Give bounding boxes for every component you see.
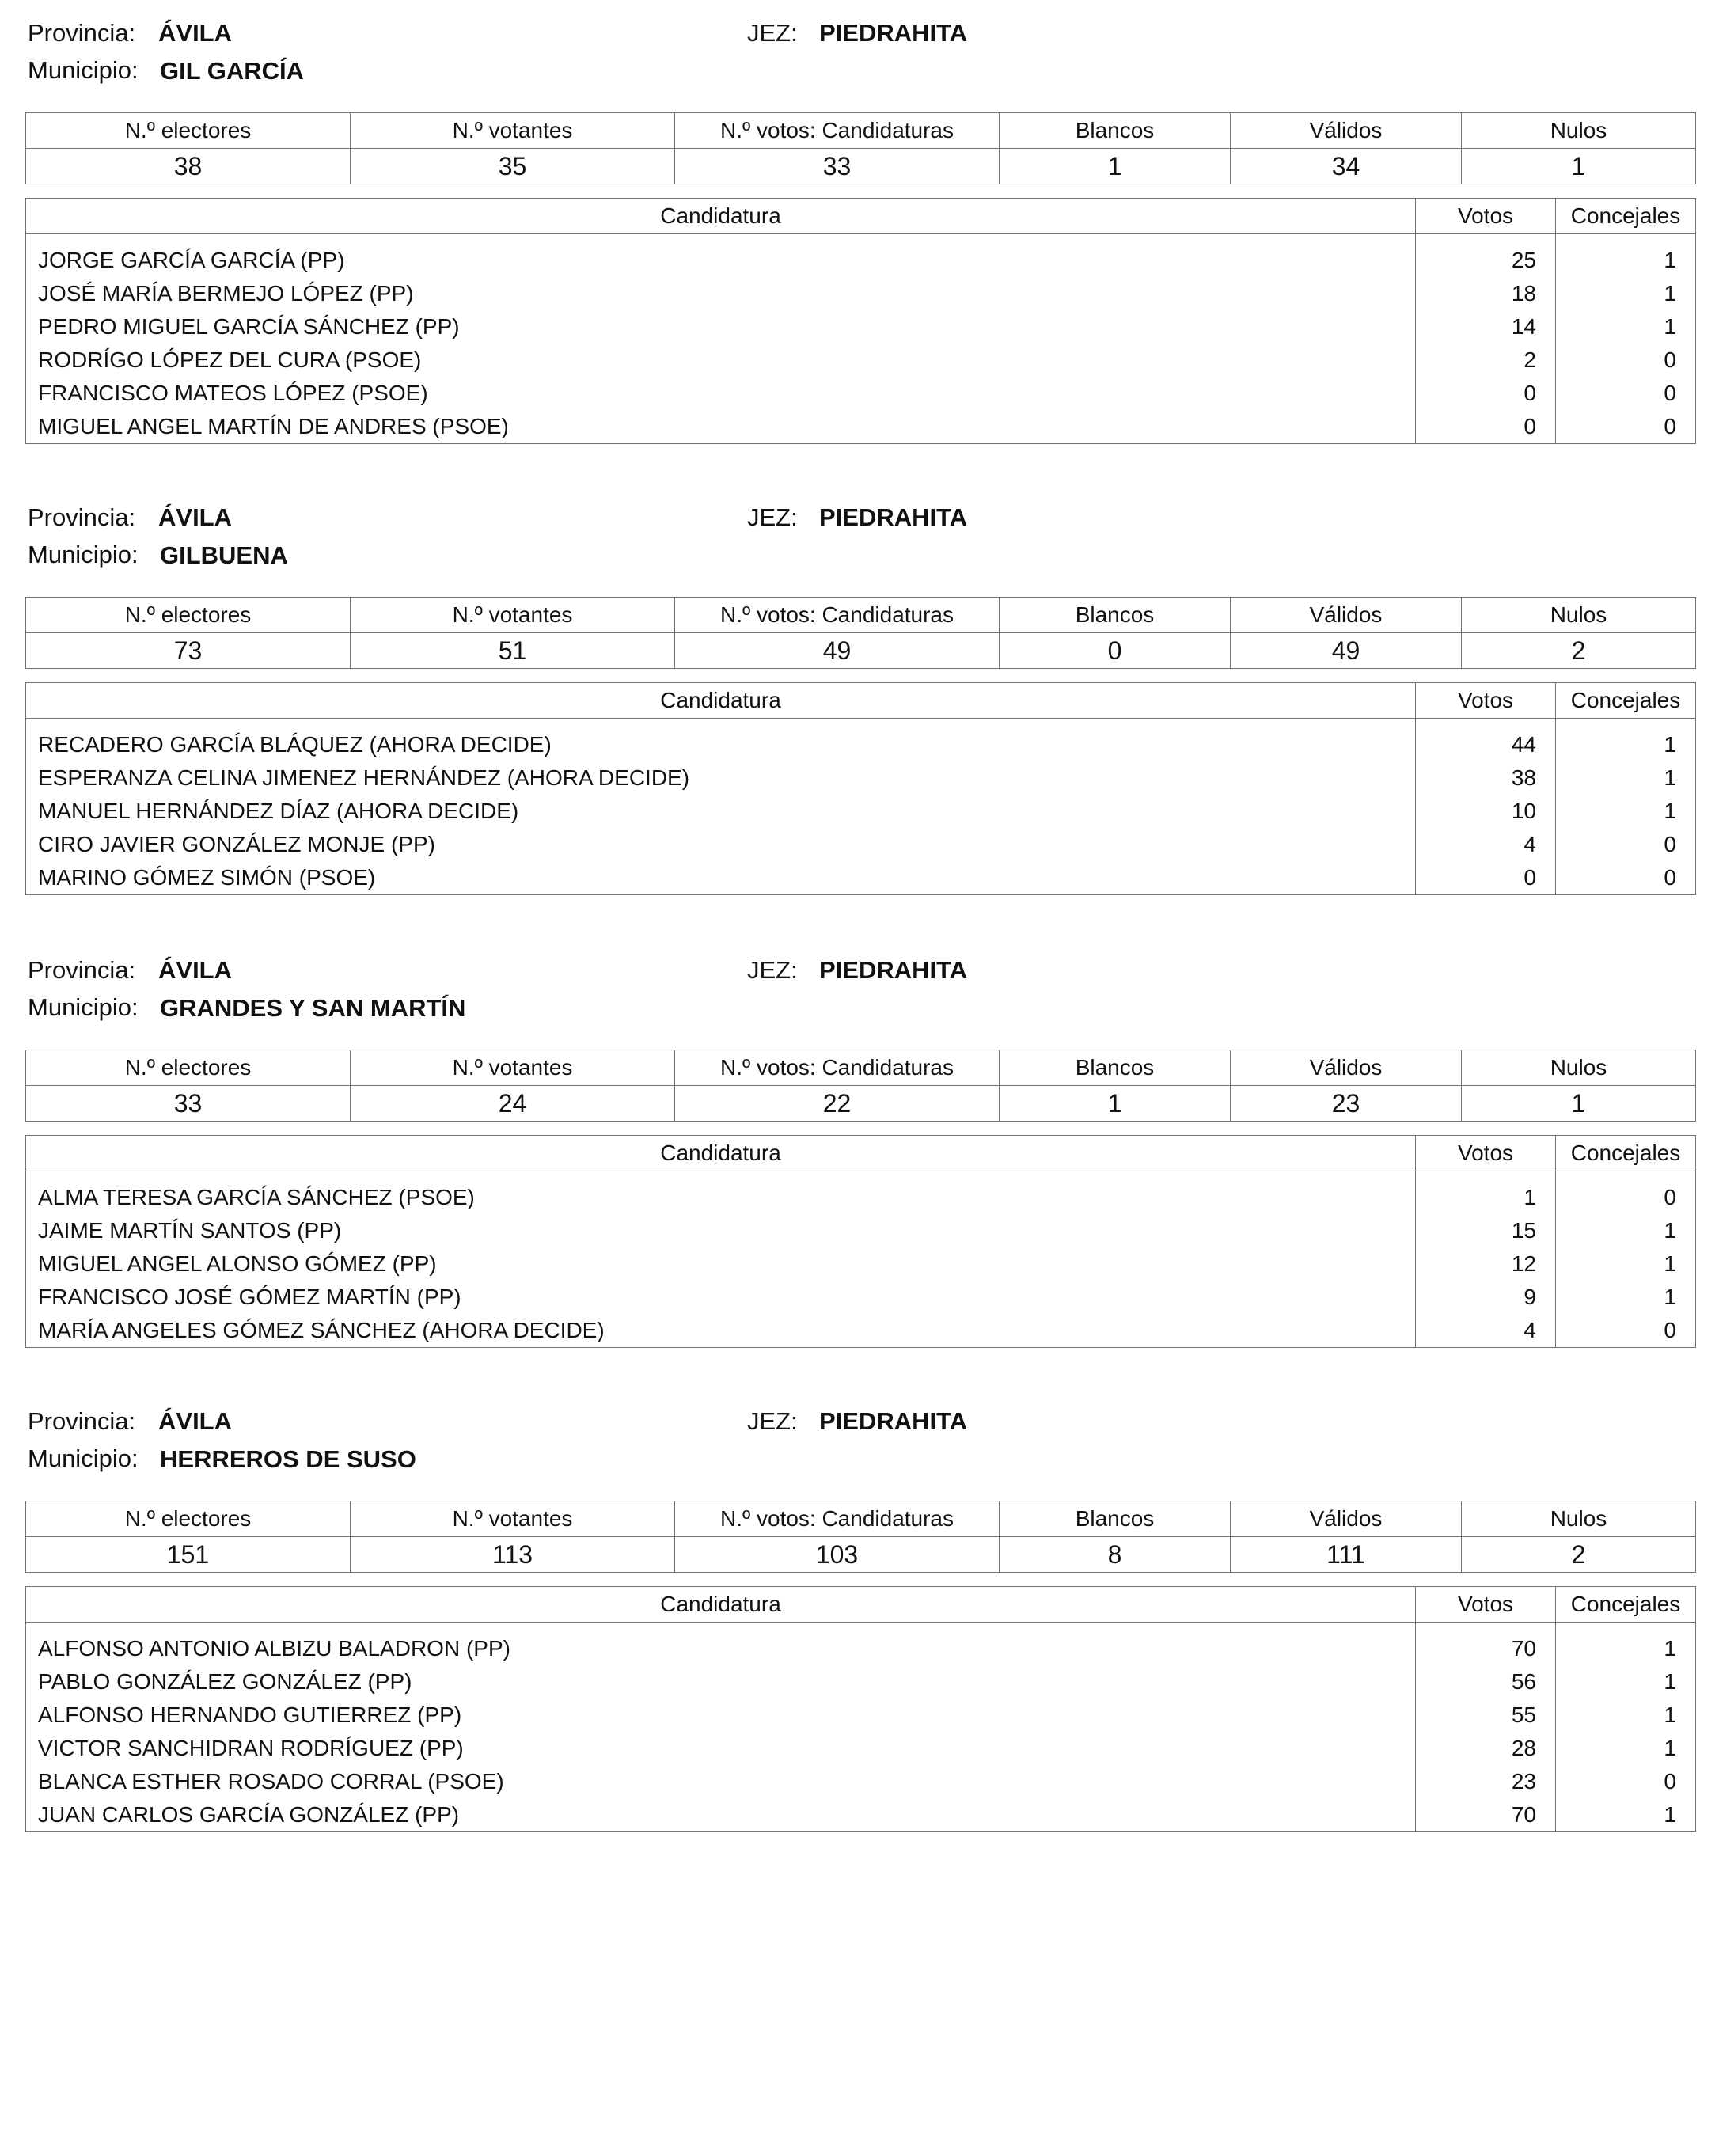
summary-value-cell: 22 xyxy=(675,1086,1000,1122)
candidates-table xyxy=(25,1586,1696,1832)
summary-header-cell: Blancos xyxy=(1000,1050,1231,1086)
candidate-name: FRANCISCO JOSÉ GÓMEZ MARTÍN (PP) xyxy=(26,1281,1416,1314)
jez-label: JEZ: xyxy=(747,19,798,47)
municipio-value: GIL GARCÍA xyxy=(160,57,304,85)
candidate-votes: 18 xyxy=(1416,277,1556,310)
provincia-value: ÁVILA xyxy=(158,1407,232,1435)
candidate-concejales: 1 xyxy=(1556,1798,1696,1832)
summary-header-cell: N.º votantes xyxy=(351,1501,675,1537)
candidates-header-cell: Candidatura xyxy=(26,199,1416,234)
candidates-table xyxy=(25,198,1696,444)
candidate-votes: 14 xyxy=(1416,310,1556,344)
provincia-label: Provincia: xyxy=(28,1407,136,1435)
candidates-header-row xyxy=(26,199,1696,234)
summary-header-cell: N.º votos: Candidaturas xyxy=(675,1501,1000,1537)
candidate-row xyxy=(26,410,1696,444)
candidate-votes: 38 xyxy=(1416,761,1556,795)
candidate-name: PABLO GONZÁLEZ GONZÁLEZ (PP) xyxy=(26,1665,1416,1699)
candidate-concejales: 1 xyxy=(1556,1623,1696,1666)
jez-label: JEZ: xyxy=(747,503,798,531)
summary-value-cell: 2 xyxy=(1462,1537,1696,1573)
municipio-value: GILBUENA xyxy=(160,541,288,569)
candidate-row xyxy=(26,795,1696,828)
provincia-value: ÁVILA xyxy=(158,956,232,984)
candidate-votes: 23 xyxy=(1416,1765,1556,1798)
candidate-votes: 70 xyxy=(1416,1798,1556,1832)
summary-header-cell: Blancos xyxy=(1000,1501,1231,1537)
vote-summary-table xyxy=(25,112,1696,184)
candidate-name: JAIME MARTÍN SANTOS (PP) xyxy=(26,1214,1416,1247)
candidate-concejales: 1 xyxy=(1556,1214,1696,1247)
summary-header-cell: N.º votantes xyxy=(351,113,675,149)
candidate-row xyxy=(26,1171,1696,1215)
candidate-name: VICTOR SANCHIDRAN RODRÍGUEZ (PP) xyxy=(26,1732,1416,1765)
candidates-header-cell: Votos xyxy=(1416,683,1556,719)
candidate-concejales: 0 xyxy=(1556,377,1696,410)
candidate-votes: 15 xyxy=(1416,1214,1556,1247)
candidate-concejales: 0 xyxy=(1556,828,1696,861)
candidates-header-cell: Concejales xyxy=(1556,683,1696,719)
candidates-header-row xyxy=(26,1587,1696,1623)
summary-value-cell: 151 xyxy=(26,1537,351,1573)
summary-value-cell: 8 xyxy=(1000,1537,1231,1573)
summary-value-cell: 1 xyxy=(1000,149,1231,184)
candidate-row xyxy=(26,277,1696,310)
jez-value: PIEDRAHITA xyxy=(819,1407,968,1435)
candidate-concejales: 1 xyxy=(1556,1699,1696,1732)
summary-value-cell: 1 xyxy=(1462,1086,1696,1122)
municipio-value: GRANDES Y SAN MARTÍN xyxy=(160,994,466,1022)
section-header xyxy=(25,943,1695,1022)
summary-value-cell: 33 xyxy=(26,1086,351,1122)
summary-value-cell: 38 xyxy=(26,149,351,184)
summary-value-cell: 51 xyxy=(351,633,675,669)
candidate-votes: 9 xyxy=(1416,1281,1556,1314)
summary-header-row xyxy=(26,598,1696,633)
candidates-header-cell: Votos xyxy=(1416,1136,1556,1171)
jez-label: JEZ: xyxy=(747,956,798,984)
candidate-concejales: 1 xyxy=(1556,277,1696,310)
candidates-table xyxy=(25,1135,1696,1348)
candidate-row xyxy=(26,1732,1696,1765)
municipio-label: Municipio: xyxy=(28,541,139,568)
provincia-label: Provincia: xyxy=(28,503,136,531)
candidate-name: MANUEL HERNÁNDEZ DÍAZ (AHORA DECIDE) xyxy=(26,795,1416,828)
candidate-row xyxy=(26,1281,1696,1314)
municipio-label: Municipio: xyxy=(28,1444,139,1472)
municipality-section xyxy=(25,1395,1695,1832)
summary-value-cell: 49 xyxy=(675,633,1000,669)
candidate-concejales: 0 xyxy=(1556,1765,1696,1798)
candidate-row xyxy=(26,1765,1696,1798)
candidate-votes: 0 xyxy=(1416,861,1556,895)
candidate-row xyxy=(26,1623,1696,1666)
candidate-row xyxy=(26,377,1696,410)
candidate-votes: 12 xyxy=(1416,1247,1556,1281)
summary-value-cell: 49 xyxy=(1231,633,1462,669)
candidate-row xyxy=(26,828,1696,861)
municipio-value: HERREROS DE SUSO xyxy=(160,1445,416,1473)
candidate-name: ALMA TERESA GARCÍA SÁNCHEZ (PSOE) xyxy=(26,1171,1416,1215)
jez-label: JEZ: xyxy=(747,1407,798,1435)
candidates-header-cell: Candidatura xyxy=(26,1136,1416,1171)
summary-header-cell: Válidos xyxy=(1231,598,1462,633)
candidate-row xyxy=(26,719,1696,762)
summary-header-cell: Nulos xyxy=(1462,1050,1696,1086)
provincia-value: ÁVILA xyxy=(158,503,232,531)
summary-value-cell: 2 xyxy=(1462,633,1696,669)
candidate-row xyxy=(26,310,1696,344)
candidate-name: FRANCISCO MATEOS LÓPEZ (PSOE) xyxy=(26,377,1416,410)
candidate-concejales: 1 xyxy=(1556,719,1696,762)
provincia-label: Provincia: xyxy=(28,19,136,47)
candidate-name: ESPERANZA CELINA JIMENEZ HERNÁNDEZ (AHORA DECIDE) xyxy=(26,761,1416,795)
summary-value-cell: 111 xyxy=(1231,1537,1462,1573)
jez-value: PIEDRAHITA xyxy=(819,956,968,984)
municipality-section xyxy=(25,943,1695,1348)
summary-value-cell: 34 xyxy=(1231,149,1462,184)
summary-values-row xyxy=(26,149,1696,184)
summary-value-cell: 103 xyxy=(675,1537,1000,1573)
summary-header-cell: Blancos xyxy=(1000,113,1231,149)
summary-header-cell: N.º electores xyxy=(26,113,351,149)
summary-header-cell: Válidos xyxy=(1231,113,1462,149)
summary-header-row xyxy=(26,113,1696,149)
candidate-name: JOSÉ MARÍA BERMEJO LÓPEZ (PP) xyxy=(26,277,1416,310)
summary-header-cell: N.º votos: Candidaturas xyxy=(675,1050,1000,1086)
candidate-row xyxy=(26,761,1696,795)
candidate-row xyxy=(26,1247,1696,1281)
summary-header-cell: N.º electores xyxy=(26,1501,351,1537)
candidate-concejales: 0 xyxy=(1556,410,1696,444)
candidate-row xyxy=(26,861,1696,895)
section-header xyxy=(25,1395,1695,1471)
candidate-name: BLANCA ESTHER ROSADO CORRAL (PSOE) xyxy=(26,1765,1416,1798)
candidate-name: CIRO JAVIER GONZÁLEZ MONJE (PP) xyxy=(26,828,1416,861)
summary-values-row xyxy=(26,1537,1696,1573)
candidate-votes: 0 xyxy=(1416,377,1556,410)
summary-values-row xyxy=(26,633,1696,669)
candidate-name: ALFONSO HERNANDO GUTIERREZ (PP) xyxy=(26,1699,1416,1732)
candidate-concejales: 0 xyxy=(1556,344,1696,377)
candidate-row xyxy=(26,1699,1696,1732)
provincia-label: Provincia: xyxy=(28,956,136,984)
jez-value: PIEDRAHITA xyxy=(819,19,968,47)
candidate-votes: 4 xyxy=(1416,828,1556,861)
candidate-name: RECADERO GARCÍA BLÁQUEZ (AHORA DECIDE) xyxy=(26,719,1416,762)
candidate-concejales: 1 xyxy=(1556,1732,1696,1765)
summary-value-cell: 1 xyxy=(1000,1086,1231,1122)
summary-value-cell: 23 xyxy=(1231,1086,1462,1122)
municipality-section xyxy=(25,491,1695,895)
candidate-name: MIGUEL ANGEL MARTÍN DE ANDRES (PSOE) xyxy=(26,410,1416,444)
candidates-table xyxy=(25,682,1696,895)
candidate-row xyxy=(26,344,1696,377)
summary-value-cell: 33 xyxy=(675,149,1000,184)
section-header xyxy=(25,491,1695,567)
municipio-label: Municipio: xyxy=(28,993,139,1021)
candidate-name: JORGE GARCÍA GARCÍA (PP) xyxy=(26,234,1416,278)
summary-header-cell: N.º electores xyxy=(26,598,351,633)
summary-header-cell: Válidos xyxy=(1231,1501,1462,1537)
candidate-votes: 44 xyxy=(1416,719,1556,762)
summary-header-cell: Válidos xyxy=(1231,1050,1462,1086)
candidate-votes: 0 xyxy=(1416,410,1556,444)
candidate-row xyxy=(26,1214,1696,1247)
summary-value-cell: 24 xyxy=(351,1086,675,1122)
candidate-row xyxy=(26,1798,1696,1832)
candidate-name: PEDRO MIGUEL GARCÍA SÁNCHEZ (PP) xyxy=(26,310,1416,344)
candidates-header-cell: Votos xyxy=(1416,1587,1556,1623)
candidate-row xyxy=(26,1314,1696,1348)
candidate-votes: 4 xyxy=(1416,1314,1556,1348)
provincia-value: ÁVILA xyxy=(158,19,232,47)
summary-header-cell: Nulos xyxy=(1462,113,1696,149)
summary-header-cell: N.º votos: Candidaturas xyxy=(675,598,1000,633)
candidate-name: RODRÍGO LÓPEZ DEL CURA (PSOE) xyxy=(26,344,1416,377)
candidate-votes: 1 xyxy=(1416,1171,1556,1215)
vote-summary-table xyxy=(25,1050,1696,1122)
summary-value-cell: 1 xyxy=(1462,149,1696,184)
summary-header-cell: Nulos xyxy=(1462,598,1696,633)
candidate-votes: 70 xyxy=(1416,1623,1556,1666)
municipio-label: Municipio: xyxy=(28,56,139,84)
candidate-name: JUAN CARLOS GARCÍA GONZÁLEZ (PP) xyxy=(26,1798,1416,1832)
summary-header-cell: N.º votantes xyxy=(351,598,675,633)
summary-header-cell: Nulos xyxy=(1462,1501,1696,1537)
summary-value-cell: 0 xyxy=(1000,633,1231,669)
candidate-name: MARÍA ANGELES GÓMEZ SÁNCHEZ (AHORA DECIDE) xyxy=(26,1314,1416,1348)
candidate-concejales: 1 xyxy=(1556,310,1696,344)
candidate-concejales: 1 xyxy=(1556,761,1696,795)
summary-value-cell: 73 xyxy=(26,633,351,669)
candidate-concejales: 0 xyxy=(1556,1171,1696,1215)
candidate-votes: 55 xyxy=(1416,1699,1556,1732)
candidate-votes: 56 xyxy=(1416,1665,1556,1699)
candidates-header-cell: Concejales xyxy=(1556,1136,1696,1171)
candidate-row xyxy=(26,234,1696,278)
summary-header-cell: N.º electores xyxy=(26,1050,351,1086)
candidate-name: ALFONSO ANTONIO ALBIZU BALADRON (PP) xyxy=(26,1623,1416,1666)
candidate-concejales: 0 xyxy=(1556,1314,1696,1348)
summary-value-cell: 113 xyxy=(351,1537,675,1573)
candidate-concejales: 1 xyxy=(1556,1281,1696,1314)
candidate-votes: 25 xyxy=(1416,234,1556,278)
vote-summary-table xyxy=(25,1501,1696,1573)
candidates-header-row xyxy=(26,683,1696,719)
candidate-concejales: 1 xyxy=(1556,1665,1696,1699)
candidates-header-cell: Candidatura xyxy=(26,1587,1416,1623)
candidate-votes: 10 xyxy=(1416,795,1556,828)
candidate-concejales: 1 xyxy=(1556,795,1696,828)
summary-header-cell: N.º votos: Candidaturas xyxy=(675,113,1000,149)
candidate-row xyxy=(26,1665,1696,1699)
candidate-concejales: 0 xyxy=(1556,861,1696,895)
summary-value-cell: 35 xyxy=(351,149,675,184)
candidates-header-cell: Concejales xyxy=(1556,1587,1696,1623)
summary-header-cell: N.º votantes xyxy=(351,1050,675,1086)
candidates-header-cell: Votos xyxy=(1416,199,1556,234)
summary-header-row xyxy=(26,1501,1696,1537)
candidate-name: MARINO GÓMEZ SIMÓN (PSOE) xyxy=(26,861,1416,895)
municipality-section xyxy=(25,6,1695,444)
vote-summary-table xyxy=(25,597,1696,669)
candidate-concejales: 1 xyxy=(1556,1247,1696,1281)
summary-header-cell: Blancos xyxy=(1000,598,1231,633)
summary-header-row xyxy=(26,1050,1696,1086)
candidate-concejales: 1 xyxy=(1556,234,1696,278)
candidates-header-cell: Concejales xyxy=(1556,199,1696,234)
summary-values-row xyxy=(26,1086,1696,1122)
jez-value: PIEDRAHITA xyxy=(819,503,968,531)
candidates-header-cell: Candidatura xyxy=(26,683,1416,719)
candidate-votes: 2 xyxy=(1416,344,1556,377)
candidate-votes: 28 xyxy=(1416,1732,1556,1765)
candidate-name: MIGUEL ANGEL ALONSO GÓMEZ (PP) xyxy=(26,1247,1416,1281)
candidates-header-row xyxy=(26,1136,1696,1171)
section-header xyxy=(25,6,1695,85)
